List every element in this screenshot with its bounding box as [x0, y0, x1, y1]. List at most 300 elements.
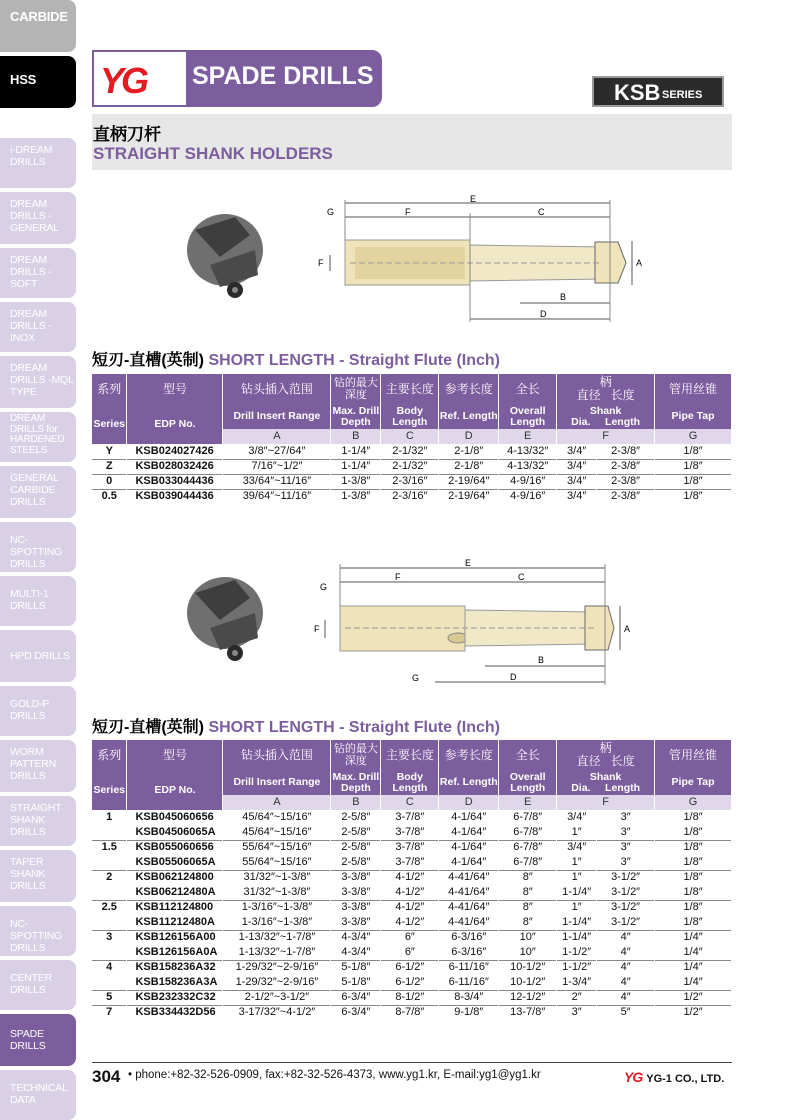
th-zh: 钻头插入范围	[223, 740, 331, 770]
dim-label: E	[470, 194, 477, 204]
dim-label: A	[636, 258, 643, 268]
nav-label: NC-SPOTTING DRILLS	[10, 918, 63, 954]
section-en: SHORT LENGTH - Straight Flute (Inch)	[208, 352, 500, 369]
value-cell: 1″	[557, 825, 597, 840]
series-cell: Z	[92, 459, 127, 474]
edp-cell: KSB024027426	[127, 444, 223, 459]
yg-logo-small: YG	[624, 1069, 643, 1085]
spade-insert-photo	[187, 577, 263, 661]
nav-tab-dream-soft[interactable]	[0, 248, 76, 298]
dim-label: A	[624, 624, 631, 634]
value-cell: 1-1/4″	[331, 444, 381, 459]
edp-cell: KSB126156A00	[127, 930, 223, 945]
section-zh: 短刃-直槽(英制)	[92, 719, 204, 736]
nav-tab-hpd[interactable]	[0, 630, 76, 682]
series-cell	[92, 945, 127, 960]
th-zh: 参考长度	[439, 740, 499, 770]
value-cell: 4″	[597, 945, 655, 960]
dim-label: F	[405, 207, 411, 217]
th-en: Overall Length	[499, 770, 557, 795]
nav-label: SPADE DRILLS	[10, 1028, 46, 1052]
table-row	[92, 459, 732, 474]
th-zh: 长度	[610, 388, 635, 402]
value-cell: 3/4″	[557, 810, 597, 825]
th-en: Series	[92, 770, 127, 810]
value-cell: 4-1/64″	[439, 810, 499, 825]
value-cell: 55/64″~15/16″	[223, 855, 331, 870]
nav-label: WORM PATTERN DRILLS	[10, 746, 57, 782]
nav-tab-dream-mql[interactable]	[0, 356, 76, 408]
value-cell: 1/8″	[655, 444, 732, 459]
value-cell: 4-41/64″	[439, 915, 499, 930]
series-cell: 0.5	[92, 489, 127, 504]
nav-tab-straight-shank[interactable]	[0, 796, 76, 846]
value-cell: 1-3/16″~1-3/8″	[223, 915, 331, 930]
nav-label: TECHNICAL DATA	[10, 1082, 68, 1106]
value-cell: 3-1/2″	[597, 870, 655, 885]
spade-insert-photo	[187, 214, 263, 298]
value-cell: 4-41/64″	[439, 870, 499, 885]
th-en: Length	[605, 781, 641, 794]
value-cell: 10″	[499, 930, 557, 945]
dim-label: G	[320, 582, 328, 592]
value-cell: 3-17/32″~4-1/2″	[223, 1005, 331, 1020]
edp-cell: KSB039044436	[127, 489, 223, 504]
value-cell: 3-3/8″	[331, 915, 381, 930]
value-cell: 1/4″	[655, 945, 732, 960]
dim-label: E	[465, 558, 472, 568]
page-title-zh: 直柄刀杆	[93, 125, 161, 144]
th-zh: 管用丝锥	[655, 374, 732, 404]
series-cell: 2.5	[92, 900, 127, 915]
value-cell: 2-1/8″	[439, 459, 499, 474]
value-cell: 1/8″	[655, 915, 732, 930]
value-cell: 1-1/2″	[557, 960, 597, 975]
value-cell: 1-29/32″~2-9/16″	[223, 975, 331, 990]
value-cell: 2-3/16″	[381, 489, 439, 504]
table-row	[92, 474, 732, 489]
edp-cell: KSB05506065A	[127, 855, 223, 870]
th-en: Drill Insert Range	[223, 770, 331, 795]
value-cell: 31/32″~1-3/8″	[223, 885, 331, 900]
series-cell	[92, 975, 127, 990]
nav-tab-carbide[interactable]	[0, 0, 76, 52]
series-cell: 2	[92, 870, 127, 885]
dim-label: F	[318, 258, 324, 268]
series-cell	[92, 825, 127, 840]
edp-cell: KSB126156A0A	[127, 945, 223, 960]
th-letter: D	[439, 429, 499, 444]
th-zh: 直径	[576, 388, 601, 402]
value-cell: 2-5/8″	[331, 825, 381, 840]
section-zh: 短刃-直槽(英制)	[92, 352, 204, 369]
th-zh: 直径	[576, 754, 601, 768]
th-letter: D	[439, 795, 499, 810]
spec-table-1	[92, 374, 732, 504]
table-row	[92, 855, 732, 870]
value-cell: 10-1/2″	[499, 960, 557, 975]
value-cell: 2-3/8″	[597, 444, 655, 459]
value-cell: 4-1/2″	[381, 870, 439, 885]
value-cell: 1/8″	[655, 900, 732, 915]
value-cell: 3-3/8″	[331, 885, 381, 900]
value-cell: 1″	[557, 900, 597, 915]
dim-label: F	[314, 624, 320, 634]
series-cell: 0	[92, 474, 127, 489]
table-row	[92, 810, 732, 825]
series-cell: 4	[92, 960, 127, 975]
nav-tab-general-carbide[interactable]	[0, 466, 76, 518]
value-cell: 1-3/8″	[331, 474, 381, 489]
value-cell: 3-3/8″	[331, 900, 381, 915]
section-heading-2	[92, 714, 500, 737]
nav-tab-gold-p[interactable]	[0, 686, 76, 736]
th-zh: 系列	[92, 740, 127, 770]
value-cell: 6-1/2″	[381, 975, 439, 990]
value-cell: 3″	[597, 855, 655, 870]
value-cell: 4-1/64″	[439, 825, 499, 840]
th-zh: 柄	[599, 375, 612, 389]
th-zh: 全长	[499, 374, 557, 404]
value-cell: 1-13/32″~1-7/8″	[223, 930, 331, 945]
value-cell: 33/64″~11/16″	[223, 474, 331, 489]
th-letter: A	[223, 429, 331, 444]
value-cell: 6-3/4″	[331, 990, 381, 1005]
th-letter: E	[499, 429, 557, 444]
value-cell: 6-3/16″	[439, 945, 499, 960]
nav-label: HPD DRILLS	[10, 650, 70, 662]
value-cell: 8″	[499, 870, 557, 885]
value-cell: 1-1/4″	[557, 915, 597, 930]
nav-tab-hss[interactable]	[0, 56, 76, 108]
edp-cell: KSB04506065A	[127, 825, 223, 840]
value-cell: 1-29/32″~2-9/16″	[223, 960, 331, 975]
th-en: Series	[92, 404, 127, 444]
th-letter: C	[381, 795, 439, 810]
edp-cell: KSB055060656	[127, 840, 223, 855]
value-cell: 4-41/64″	[439, 900, 499, 915]
th-zh: 主要长度	[381, 374, 439, 404]
th-zh: 主要长度	[381, 740, 439, 770]
value-cell: 3/8″~27/64″	[223, 444, 331, 459]
th-shank-en	[557, 404, 655, 429]
value-cell: 10″	[499, 945, 557, 960]
th-letter: C	[381, 429, 439, 444]
page-title-en: STRAIGHT SHANK HOLDERS	[93, 144, 333, 163]
value-cell: 4-3/4″	[331, 945, 381, 960]
edp-cell: KSB158236A3A	[127, 975, 223, 990]
th-shank-en	[557, 770, 655, 795]
nav-tab-spade[interactable]	[0, 1014, 76, 1066]
th-letter: B	[331, 429, 381, 444]
value-cell: 1/8″	[655, 855, 732, 870]
nav-tab-center[interactable]	[0, 960, 76, 1010]
th-en: Pipe Tap	[655, 770, 732, 795]
series-badge	[592, 76, 724, 107]
value-cell: 4-1/2″	[381, 915, 439, 930]
dim-label: D	[510, 672, 517, 682]
value-cell: 3/4″	[557, 840, 597, 855]
th-zh: 系列	[92, 374, 127, 404]
series-cell: Y	[92, 444, 127, 459]
value-cell: 2-3/8″	[597, 489, 655, 504]
th-letter: G	[655, 795, 732, 810]
dim-label: C	[538, 207, 545, 217]
value-cell: 1/4″	[655, 930, 732, 945]
value-cell: 1-13/32″~1-7/8″	[223, 945, 331, 960]
value-cell: 8-1/2″	[381, 990, 439, 1005]
series-cell: 3	[92, 930, 127, 945]
value-cell: 3″	[557, 1005, 597, 1020]
value-cell: 1/2″	[655, 1005, 732, 1020]
value-cell: 2-1/32″	[381, 444, 439, 459]
value-cell: 2-3/8″	[597, 474, 655, 489]
th-zh: 参考长度	[439, 374, 499, 404]
value-cell: 1/8″	[655, 885, 732, 900]
th-letter: G	[655, 429, 732, 444]
value-cell: 8-3/4″	[439, 990, 499, 1005]
value-cell: 3/4″	[557, 489, 597, 504]
value-cell: 13-7/8″	[499, 1005, 557, 1020]
value-cell: 1-3/8″	[331, 489, 381, 504]
value-cell: 4-41/64″	[439, 885, 499, 900]
value-cell: 3-7/8″	[381, 855, 439, 870]
nav-label: MULTI-1 DRILLS	[10, 588, 49, 612]
value-cell: 3/4″	[557, 459, 597, 474]
value-cell: 3″	[597, 810, 655, 825]
value-cell: 4-1/2″	[381, 900, 439, 915]
value-cell: 8″	[499, 915, 557, 930]
value-cell: 6-1/2″	[381, 960, 439, 975]
value-cell: 6-3/4″	[331, 1005, 381, 1020]
value-cell: 6-7/8″	[499, 855, 557, 870]
series-cell: 1	[92, 810, 127, 825]
value-cell: 9-1/8″	[439, 1005, 499, 1020]
table-row	[92, 900, 732, 915]
nav-label: STRAIGHT SHANK DRILLS	[10, 802, 62, 838]
value-cell: 3-1/2″	[597, 885, 655, 900]
edp-cell: KSB232332C32	[127, 990, 223, 1005]
value-cell: 1-1/4″	[331, 459, 381, 474]
table-row	[92, 975, 732, 990]
value-cell: 1″	[557, 870, 597, 885]
value-cell: 4-9/16″	[499, 489, 557, 504]
value-cell: 10-1/2″	[499, 975, 557, 990]
value-cell: 4″	[597, 975, 655, 990]
series-cell: 5	[92, 990, 127, 1005]
nav-label: CARBIDE	[10, 9, 68, 24]
contact-info: • phone:+82-32-526-0909, fax:+82-32-526-4373, www.yg1.kr, E-mail:yg1@yg1.kr	[128, 1069, 541, 1081]
th-en: Overall Length	[499, 404, 557, 429]
table-row	[92, 960, 732, 975]
value-cell: 4-1/64″	[439, 840, 499, 855]
value-cell: 3″	[597, 840, 655, 855]
dim-label: B	[538, 655, 545, 665]
holder-diagram-1	[180, 194, 643, 325]
value-cell: 1/2″	[655, 990, 732, 1005]
th-shank-zh	[557, 374, 655, 404]
table-row	[92, 990, 732, 1005]
nav-label: GOLD-P DRILLS	[10, 698, 49, 722]
value-cell: 1/8″	[655, 459, 732, 474]
spec-table-2	[92, 740, 732, 1020]
nav-tab-dream-hardened[interactable]	[0, 412, 76, 462]
value-cell: 2-1/32″	[381, 459, 439, 474]
value-cell: 6″	[381, 930, 439, 945]
value-cell: 4″	[597, 960, 655, 975]
nav-label: DREAM DRILLS for HARDENED STEELS	[10, 413, 65, 456]
dim-label: C	[518, 572, 525, 582]
value-cell: 6-7/8″	[499, 825, 557, 840]
value-cell: 1-1/4″	[557, 885, 597, 900]
value-cell: 3″	[597, 825, 655, 840]
nav-label: DREAM DRILLS -GENERAL	[10, 198, 59, 234]
nav-label: GENERAL CARBIDE DRILLS	[10, 472, 59, 508]
series-cell: 1.5	[92, 840, 127, 855]
value-cell: 8″	[499, 885, 557, 900]
series-cell: 7	[92, 1005, 127, 1020]
value-cell: 55/64″~15/16″	[223, 840, 331, 855]
table-row	[92, 945, 732, 960]
value-cell: 3-7/8″	[381, 825, 439, 840]
nav-label: NC-SPOTTING DRILLS	[10, 534, 63, 570]
edp-cell: KSB334432D56	[127, 1005, 223, 1020]
value-cell: 3-7/8″	[381, 840, 439, 855]
value-cell: 2-3/8″	[597, 459, 655, 474]
nav-tab-nc-spotting-2[interactable]	[0, 906, 76, 956]
value-cell: 6-7/8″	[499, 810, 557, 825]
value-cell: 31/32″~1-3/8″	[223, 870, 331, 885]
value-cell: 45/64″~15/16″	[223, 810, 331, 825]
value-cell: 2-1/2″~3-1/2″	[223, 990, 331, 1005]
nav-label: DREAM DRILLS -SOFT	[10, 254, 52, 290]
value-cell: 6-11/16″	[439, 975, 499, 990]
value-cell: 1/8″	[655, 474, 732, 489]
nav-tab-dream-inox[interactable]	[0, 302, 76, 352]
th-zh: 钻的最大深度	[331, 374, 381, 404]
value-cell: 45/64″~15/16″	[223, 825, 331, 840]
value-cell: 3-1/2″	[597, 900, 655, 915]
th-zh: 型号	[127, 374, 223, 404]
th-zh: 长度	[610, 754, 635, 768]
table-row	[92, 870, 732, 885]
th-en: Ref. Length	[439, 404, 499, 429]
nav-label: i-DREAM DRILLS	[10, 144, 53, 168]
th-en: Pipe Tap	[655, 404, 732, 429]
table-row	[92, 825, 732, 840]
table-row	[92, 930, 732, 945]
th-letter: E	[499, 795, 557, 810]
value-cell: 6-7/8″	[499, 840, 557, 855]
value-cell: 1/8″	[655, 870, 732, 885]
value-cell: 2-19/64″	[439, 474, 499, 489]
th-en: Dia.	[571, 415, 591, 428]
value-cell: 1/4″	[655, 960, 732, 975]
th-en: Length	[605, 415, 641, 428]
dim-label: B	[560, 292, 567, 302]
th-letter: A	[223, 795, 331, 810]
value-cell: 1-3/4″	[557, 975, 597, 990]
th-zh: 钻头插入范围	[223, 374, 331, 404]
nav-tab-taper-shank[interactable]	[0, 850, 76, 902]
nav-tab-technical-data[interactable]	[0, 1070, 76, 1120]
series-cell	[92, 855, 127, 870]
yg-logo: YG	[100, 60, 147, 101]
nav-label: TAPER SHANK DRILLS	[10, 856, 46, 892]
value-cell: 3/4″	[557, 444, 597, 459]
value-cell: 12-1/2″	[499, 990, 557, 1005]
value-cell: 4-13/32″	[499, 444, 557, 459]
nav-tab-nc-spotting[interactable]	[0, 522, 76, 572]
header-title: SPADE DRILLS	[192, 62, 374, 90]
table-row	[92, 885, 732, 900]
value-cell: 4-1/64″	[439, 855, 499, 870]
table-row	[92, 444, 732, 459]
th-zh: 全长	[499, 740, 557, 770]
value-cell: 4-1/2″	[381, 885, 439, 900]
value-cell: 2″	[557, 990, 597, 1005]
th-shank-zh	[557, 740, 655, 770]
value-cell: 6″	[381, 945, 439, 960]
holder-diagram-2	[180, 558, 640, 690]
value-cell: 2-5/8″	[331, 810, 381, 825]
table-row	[92, 840, 732, 855]
nav-tab-worm-pattern[interactable]	[0, 740, 76, 792]
value-cell: 1″	[557, 855, 597, 870]
th-zh: 柄	[599, 741, 612, 755]
value-cell: 5-1/8″	[331, 975, 381, 990]
value-cell: 2-19/64″	[439, 489, 499, 504]
value-cell: 1-1/4″	[557, 930, 597, 945]
edp-cell: KSB028032426	[127, 459, 223, 474]
value-cell: 1-3/16″~1-3/8″	[223, 900, 331, 915]
series-main: KSB	[614, 80, 661, 105]
nav-tab-multi-1[interactable]	[0, 576, 76, 626]
footer-company	[624, 1069, 724, 1085]
value-cell: 1/8″	[655, 825, 732, 840]
value-cell: 3-1/2″	[597, 915, 655, 930]
th-letter: F	[557, 429, 655, 444]
th-en: EDP No.	[127, 770, 223, 810]
nav-label: DREAM DRILLS -MQL TYPE	[10, 362, 74, 398]
dim-label: G	[327, 207, 335, 217]
value-cell: 6-3/16″	[439, 930, 499, 945]
value-cell: 3/4″	[557, 474, 597, 489]
section-heading-1	[92, 347, 500, 370]
th-letter: F	[557, 795, 655, 810]
th-en: Max. Drill Depth	[332, 770, 380, 794]
th-en: Ref. Length	[439, 770, 499, 795]
value-cell: 2-5/8″	[331, 840, 381, 855]
value-cell: 1-1/2″	[557, 945, 597, 960]
th-zh: 型号	[127, 740, 223, 770]
value-cell: 4-13/32″	[499, 459, 557, 474]
company-name: YG-1 CO., LTD.	[646, 1073, 725, 1085]
edp-cell: KSB062124800	[127, 870, 223, 885]
nav-label: CENTER DRILLS	[10, 972, 52, 996]
nav-tab-i-dream[interactable]	[0, 138, 76, 188]
th-en: Shank	[589, 404, 622, 417]
table-row	[92, 1005, 732, 1020]
value-cell: 3-3/8″	[331, 870, 381, 885]
th-en: Max. Drill Depth	[332, 404, 380, 428]
value-cell: 1/8″	[655, 840, 732, 855]
dim-label: F	[395, 572, 401, 582]
value-cell: 39/64″~11/16″	[223, 489, 331, 504]
nav-tab-dream-general[interactable]	[0, 192, 76, 244]
value-cell: 4″	[597, 990, 655, 1005]
th-zh: 管用丝锥	[655, 740, 732, 770]
